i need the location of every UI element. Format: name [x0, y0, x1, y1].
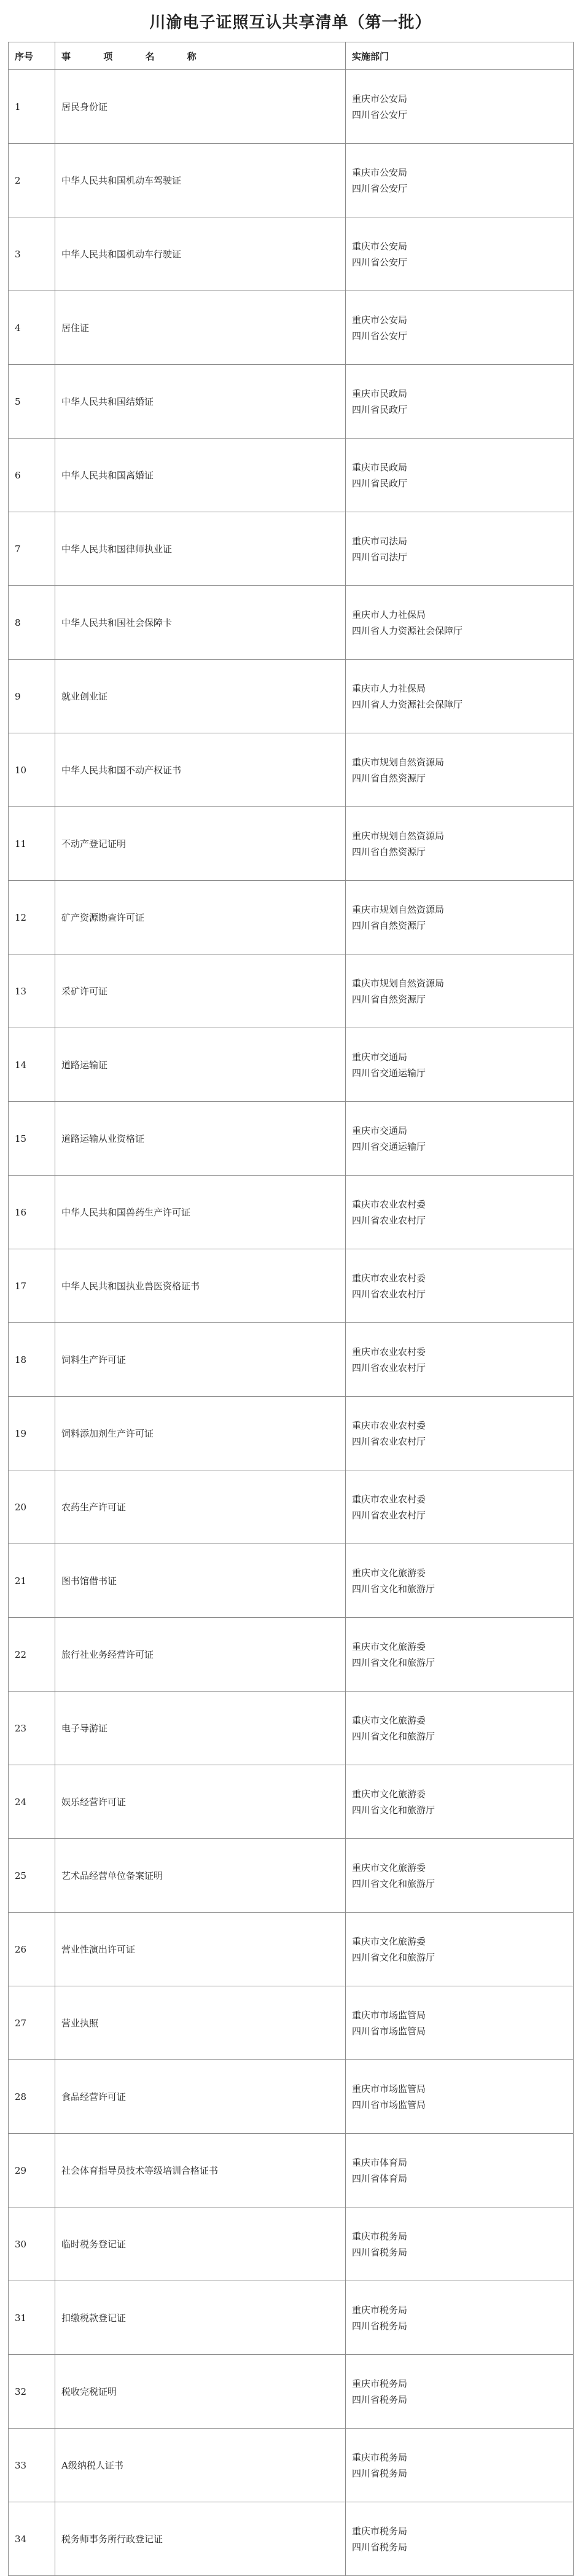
dept-chongqing: 重庆市文化旅游委 [352, 1567, 426, 1579]
dept-chongqing: 重庆市人力社保局 [352, 682, 426, 694]
dept-sichuan: 四川省税务局 [352, 2246, 408, 2258]
dept-chongqing: 重庆市规划自然资源局 [352, 977, 445, 989]
row-number: 8 [9, 586, 55, 660]
dept-chongqing: 重庆市文化旅游委 [352, 1714, 426, 1726]
certificate-table [8, 42, 574, 2576]
row-number: 18 [9, 1323, 55, 1397]
item-name: 中华人民共和国机动车行驶证 [55, 217, 346, 291]
dept-sichuan: 四川省体育局 [352, 2172, 408, 2184]
table-row [9, 1544, 574, 1618]
row-number: 20 [9, 1470, 55, 1544]
table-row [9, 586, 574, 660]
implementing-departments [346, 2429, 574, 2502]
item-name: 中华人民共和国机动车驾驶证 [55, 144, 346, 217]
header-name [55, 42, 346, 70]
dept-sichuan: 四川省自然资源厅 [352, 846, 426, 857]
table-row [9, 660, 574, 733]
item-name: 居住证 [55, 291, 346, 365]
implementing-departments [346, 1839, 574, 1913]
row-number: 27 [9, 1986, 55, 2060]
dept-sichuan: 四川省市场监管局 [352, 2099, 426, 2110]
dept-chongqing: 重庆市文化旅游委 [352, 1935, 426, 1947]
item-name: 图书馆借书证 [55, 1544, 346, 1618]
dept-sichuan: 四川省农业农村厅 [352, 1362, 426, 1373]
implementing-departments [346, 1986, 574, 2060]
table-row [9, 144, 574, 217]
row-number: 24 [9, 1765, 55, 1839]
item-name: 中华人民共和国不动产权证书 [55, 733, 346, 807]
implementing-departments [346, 1470, 574, 1544]
dept-chongqing: 重庆市交通局 [352, 1125, 408, 1136]
implementing-departments [346, 144, 574, 217]
dept-sichuan: 四川省税务局 [352, 2320, 408, 2332]
dept-chongqing: 重庆市公安局 [352, 166, 408, 178]
row-number: 7 [9, 512, 55, 586]
table-row [9, 1692, 574, 1765]
dept-chongqing: 重庆市农业农村委 [352, 1198, 426, 1210]
dept-sichuan: 四川省自然资源厅 [352, 772, 426, 784]
implementing-departments [346, 733, 574, 807]
table-row [9, 2429, 574, 2502]
item-name: 娱乐经营许可证 [55, 1765, 346, 1839]
dept-sichuan: 四川省文化和旅游厅 [352, 1878, 435, 1889]
item-name: 电子导游证 [55, 1692, 346, 1765]
dept-sichuan: 四川省税务局 [352, 2394, 408, 2405]
dept-chongqing: 重庆市税务局 [352, 2525, 408, 2537]
dept-sichuan: 四川省农业农村厅 [352, 1435, 426, 1447]
implementing-departments [346, 1249, 574, 1323]
dept-sichuan: 四川省文化和旅游厅 [352, 1657, 435, 1668]
implementing-departments [346, 1618, 574, 1692]
row-number: 30 [9, 2207, 55, 2281]
row-number: 4 [9, 291, 55, 365]
row-number: 33 [9, 2429, 55, 2502]
dept-chongqing: 重庆市文化旅游委 [352, 1641, 426, 1652]
dept-chongqing: 重庆市市场监管局 [352, 2083, 426, 2094]
implementing-departments [346, 365, 574, 439]
implementing-departments [346, 2281, 574, 2355]
table-row [9, 1913, 574, 1986]
item-name: 税务师事务所行政登记证 [55, 2502, 346, 2576]
row-number: 28 [9, 2060, 55, 2134]
table-row [9, 217, 574, 291]
table-row [9, 1176, 574, 1249]
item-name: 饲料添加剂生产许可证 [55, 1397, 346, 1470]
table-row [9, 1839, 574, 1913]
dept-chongqing: 重庆市公安局 [352, 314, 408, 326]
implementing-departments [346, 439, 574, 512]
dept-chongqing: 重庆市农业农村委 [352, 1346, 426, 1357]
row-number: 19 [9, 1397, 55, 1470]
item-name: 饲料生产许可证 [55, 1323, 346, 1397]
table-row [9, 2355, 574, 2429]
dept-chongqing: 重庆市民政局 [352, 461, 408, 473]
dept-sichuan: 四川省人力资源社会保障厅 [352, 625, 463, 636]
table-row [9, 2134, 574, 2207]
item-name: 中华人民共和国结婚证 [55, 365, 346, 439]
table-row [9, 1102, 574, 1176]
row-number: 6 [9, 439, 55, 512]
dept-chongqing: 重庆市民政局 [352, 388, 408, 399]
dept-sichuan: 四川省人力资源社会保障厅 [352, 698, 463, 710]
implementing-departments [346, 1323, 574, 1397]
row-number: 13 [9, 954, 55, 1028]
row-number: 34 [9, 2502, 55, 2576]
dept-chongqing: 重庆市文化旅游委 [352, 1862, 426, 1873]
dept-sichuan: 四川省公安厅 [352, 109, 408, 120]
table-row [9, 512, 574, 586]
dept-sichuan: 四川省民政厅 [352, 477, 408, 489]
row-number: 31 [9, 2281, 55, 2355]
implementing-departments [346, 954, 574, 1028]
implementing-departments [346, 1397, 574, 1470]
dept-sichuan: 四川省自然资源厅 [352, 993, 426, 1005]
table-row [9, 733, 574, 807]
item-name: 农药生产许可证 [55, 1470, 346, 1544]
item-name: 就业创业证 [55, 660, 346, 733]
implementing-departments [346, 2060, 574, 2134]
item-name: 税收完税证明 [55, 2355, 346, 2429]
row-number: 2 [9, 144, 55, 217]
row-number: 26 [9, 1913, 55, 1986]
item-name: 中华人民共和国执业兽医资格证书 [55, 1249, 346, 1323]
dept-sichuan: 四川省农业农村厅 [352, 1288, 426, 1300]
row-number: 23 [9, 1692, 55, 1765]
row-number: 29 [9, 2134, 55, 2207]
dept-chongqing: 重庆市农业农村委 [352, 1272, 426, 1284]
table-row [9, 2060, 574, 2134]
table-row [9, 1397, 574, 1470]
dept-chongqing: 重庆市体育局 [352, 2156, 408, 2168]
dept-chongqing: 重庆市公安局 [352, 240, 408, 252]
implementing-departments [346, 2134, 574, 2207]
row-number: 9 [9, 660, 55, 733]
item-name: 中华人民共和国兽药生产许可证 [55, 1176, 346, 1249]
implementing-departments [346, 291, 574, 365]
dept-chongqing: 重庆市农业农村委 [352, 1493, 426, 1505]
implementing-departments [346, 70, 574, 144]
table-row [9, 807, 574, 881]
table-row [9, 439, 574, 512]
dept-chongqing: 重庆市规划自然资源局 [352, 756, 445, 768]
dept-chongqing: 重庆市文化旅游委 [352, 1788, 426, 1800]
dept-sichuan: 四川省公安厅 [352, 256, 408, 268]
implementing-departments [346, 1544, 574, 1618]
implementing-departments [346, 2207, 574, 2281]
header-name-label: 事 项 名 称 [61, 50, 211, 62]
dept-sichuan: 四川省交通运输厅 [352, 1067, 426, 1079]
dept-sichuan: 四川省农业农村厅 [352, 1214, 426, 1226]
table-row [9, 1028, 574, 1102]
table-row [9, 1618, 574, 1692]
item-name: 居民身份证 [55, 70, 346, 144]
row-number: 12 [9, 881, 55, 954]
header-no: 序号 [9, 42, 55, 70]
dept-sichuan: 四川省文化和旅游厅 [352, 1804, 435, 1816]
item-name: 不动产登记证明 [55, 807, 346, 881]
row-number: 14 [9, 1028, 55, 1102]
header-dept: 实施部门 [346, 42, 574, 70]
implementing-departments [346, 881, 574, 954]
row-number: 10 [9, 733, 55, 807]
table-row [9, 2502, 574, 2576]
implementing-departments [346, 660, 574, 733]
dept-sichuan: 四川省公安厅 [352, 330, 408, 342]
item-name: 采矿许可证 [55, 954, 346, 1028]
implementing-departments [346, 2502, 574, 2576]
table-row [9, 1986, 574, 2060]
dept-sichuan: 四川省司法厅 [352, 551, 408, 563]
item-name: 艺术品经营单位备案证明 [55, 1839, 346, 1913]
table-row [9, 1249, 574, 1323]
item-name: 道路运输证 [55, 1028, 346, 1102]
table-row [9, 954, 574, 1028]
dept-chongqing: 重庆市农业农村委 [352, 1419, 426, 1431]
table-row [9, 881, 574, 954]
dept-chongqing: 重庆市税务局 [352, 2230, 408, 2242]
dept-sichuan: 四川省自然资源厅 [352, 919, 426, 931]
implementing-departments [346, 1176, 574, 1249]
implementing-departments [346, 1913, 574, 1986]
item-name: 食品经营许可证 [55, 2060, 346, 2134]
dept-sichuan: 四川省民政厅 [352, 404, 408, 415]
dept-sichuan: 四川省农业农村厅 [352, 1509, 426, 1521]
item-name: 扣缴税款登记证 [55, 2281, 346, 2355]
table-row [9, 1323, 574, 1397]
item-name: 旅行社业务经营许可证 [55, 1618, 346, 1692]
dept-chongqing: 重庆市司法局 [352, 535, 408, 547]
table-row [9, 2281, 574, 2355]
row-number: 5 [9, 365, 55, 439]
row-number: 22 [9, 1618, 55, 1692]
implementing-departments [346, 586, 574, 660]
table-row [9, 1765, 574, 1839]
implementing-departments [346, 1692, 574, 1765]
dept-sichuan: 四川省文化和旅游厅 [352, 1951, 435, 1963]
item-name: 矿产资源勘查许可证 [55, 881, 346, 954]
dept-sichuan: 四川省文化和旅游厅 [352, 1730, 435, 1742]
dept-sichuan: 四川省交通运输厅 [352, 1141, 426, 1152]
dept-sichuan: 四川省市场监管局 [352, 2025, 426, 2037]
row-number: 11 [9, 807, 55, 881]
dept-chongqing: 重庆市税务局 [352, 2304, 408, 2316]
item-name: 临时税务登记证 [55, 2207, 346, 2281]
item-name: 中华人民共和国律师执业证 [55, 512, 346, 586]
row-number: 16 [9, 1176, 55, 1249]
table-header-row [9, 42, 574, 70]
implementing-departments [346, 512, 574, 586]
table-row [9, 2207, 574, 2281]
row-number: 17 [9, 1249, 55, 1323]
dept-chongqing: 重庆市规划自然资源局 [352, 904, 445, 915]
page-title: 川渝电子证照互认共享清单（第一批） [149, 14, 432, 32]
dept-chongqing: 重庆市市场监管局 [352, 2009, 426, 2021]
dept-sichuan: 四川省公安厅 [352, 182, 408, 194]
table-row [9, 365, 574, 439]
implementing-departments [346, 1765, 574, 1839]
table-row [9, 1470, 574, 1544]
row-number: 21 [9, 1544, 55, 1618]
item-name: 中华人民共和国离婚证 [55, 439, 346, 512]
dept-sichuan: 四川省税务局 [352, 2467, 408, 2479]
row-number: 15 [9, 1102, 55, 1176]
item-name: 社会体育指导员技术等级培训合格证书 [55, 2134, 346, 2207]
table-body [9, 70, 574, 2576]
dept-chongqing: 重庆市税务局 [352, 2378, 408, 2389]
item-name: A级纳税人证书 [55, 2429, 346, 2502]
row-number: 1 [9, 70, 55, 144]
dept-chongqing: 重庆市人力社保局 [352, 609, 426, 620]
item-name: 中华人民共和国社会保障卡 [55, 586, 346, 660]
dept-sichuan: 四川省税务局 [352, 2541, 408, 2553]
table-row [9, 70, 574, 144]
implementing-departments [346, 1102, 574, 1176]
dept-chongqing: 重庆市税务局 [352, 2451, 408, 2463]
row-number: 3 [9, 217, 55, 291]
row-number: 25 [9, 1839, 55, 1913]
dept-chongqing: 重庆市公安局 [352, 93, 408, 104]
dept-sichuan: 四川省文化和旅游厅 [352, 1583, 435, 1594]
row-number: 32 [9, 2355, 55, 2429]
implementing-departments [346, 2355, 574, 2429]
dept-chongqing: 重庆市规划自然资源局 [352, 830, 445, 841]
implementing-departments [346, 807, 574, 881]
implementing-departments [346, 217, 574, 291]
dept-chongqing: 重庆市交通局 [352, 1051, 408, 1063]
table-row [9, 291, 574, 365]
item-name: 道路运输从业资格证 [55, 1102, 346, 1176]
implementing-departments [346, 1028, 574, 1102]
item-name: 营业性演出许可证 [55, 1913, 346, 1986]
item-name: 营业执照 [55, 1986, 346, 2060]
